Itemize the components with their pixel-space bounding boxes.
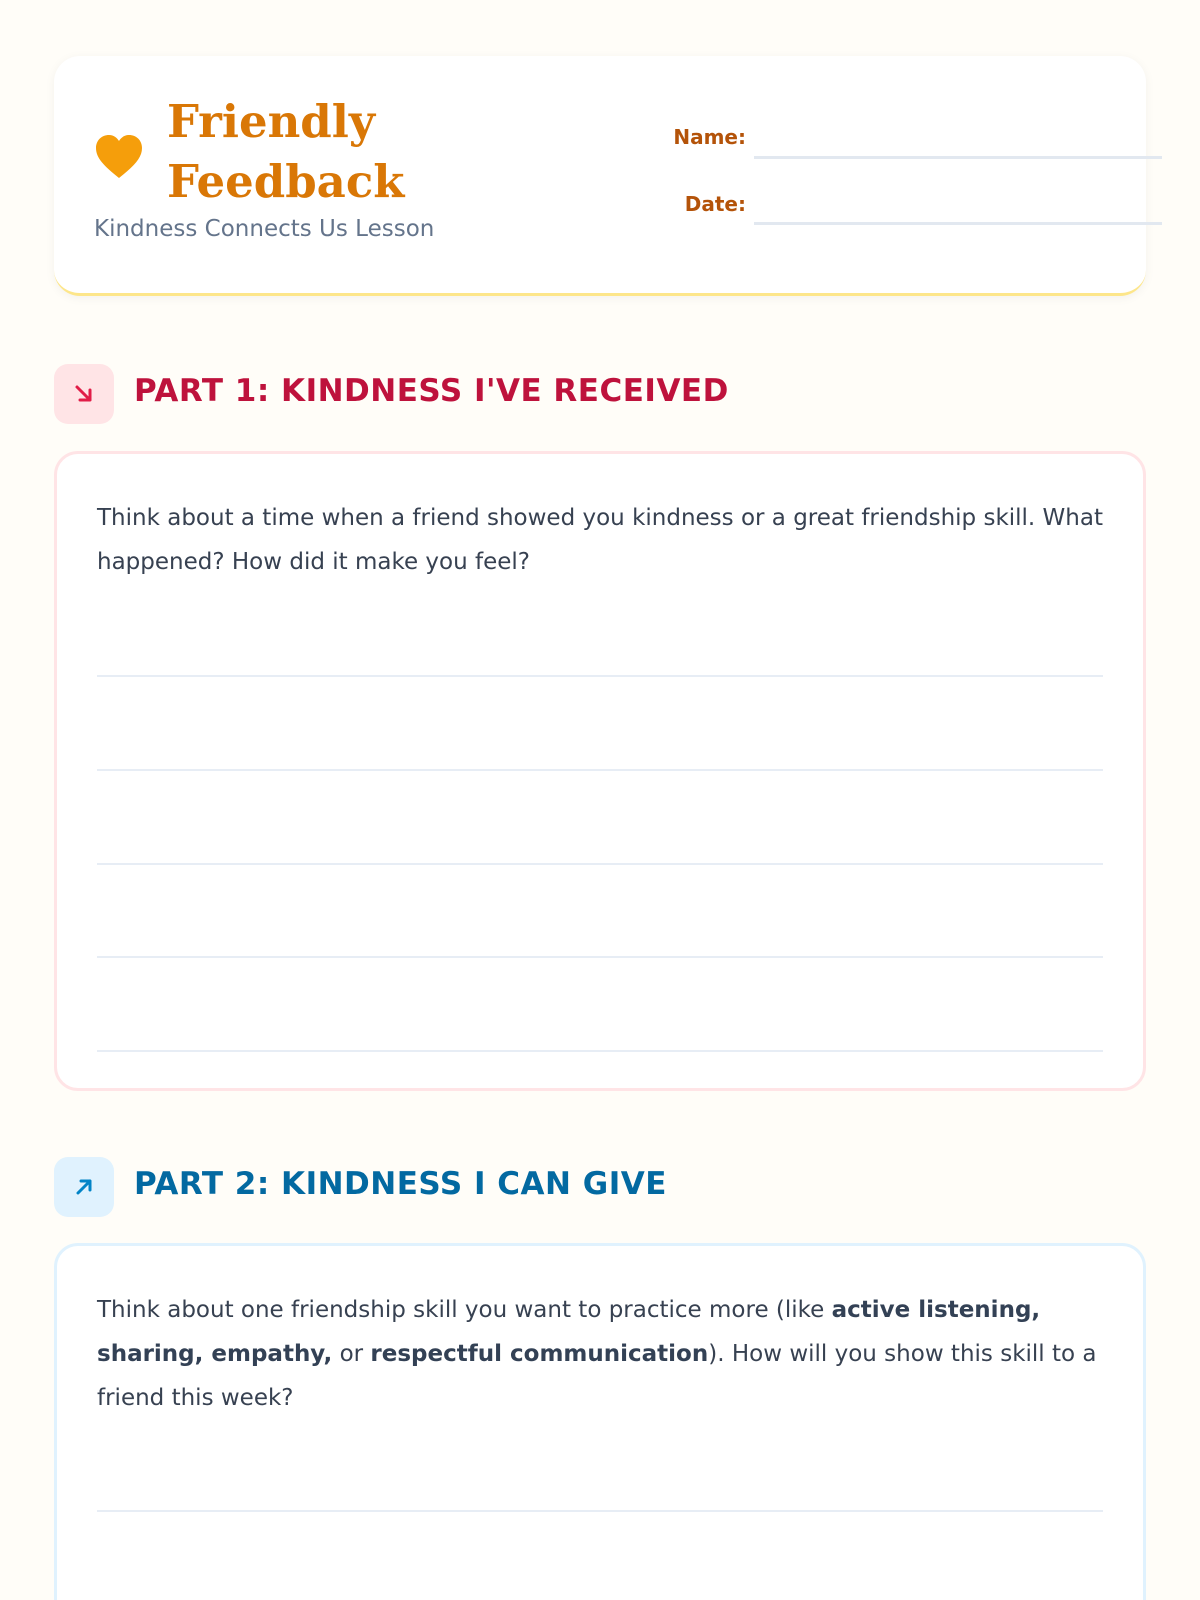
- answer-line[interactable]: [97, 1050, 1103, 1052]
- part1-card: [54, 451, 1146, 1091]
- arrow-down-right-icon: [54, 364, 114, 424]
- part2-card: [54, 1243, 1146, 1600]
- skill-example-communication: respectful communication: [370, 1341, 709, 1367]
- part1-prompt: Think about a time when a friend showed you kindness or a great friendship skill. What happened? How did it make you feel?: [97, 505, 1103, 575]
- answer-line[interactable]: [97, 956, 1103, 958]
- date-field[interactable]: [754, 222, 1162, 225]
- arrow-up-right-icon: [54, 1157, 114, 1217]
- page-title: Friendly Feedback: [167, 95, 405, 208]
- name-label: Name:: [673, 125, 746, 149]
- part2-prompt: Think about one friendship skill you want to practice more (like active listening, sharing, empathy, or respectful communication). How will you show this skill to a friend this week?: [97, 1297, 1097, 1411]
- answer-line[interactable]: [97, 1510, 1103, 1512]
- date-label: Date:: [684, 192, 746, 216]
- page-subtitle: Kindness Connects Us Lesson: [94, 216, 435, 242]
- answer-line[interactable]: [97, 675, 1103, 677]
- header-card: [54, 56, 1146, 296]
- part2-title: PART 2: KINDNESS I CAN GIVE: [134, 1166, 667, 1202]
- skill-examples: active listening, sharing, empathy,: [97, 1297, 1041, 1367]
- part1-title: PART 1: KINDNESS I'VE RECEIVED: [134, 373, 729, 409]
- answer-line[interactable]: [97, 863, 1103, 865]
- heart-icon: [94, 134, 144, 180]
- answer-line[interactable]: [97, 769, 1103, 771]
- name-field[interactable]: [754, 156, 1162, 159]
